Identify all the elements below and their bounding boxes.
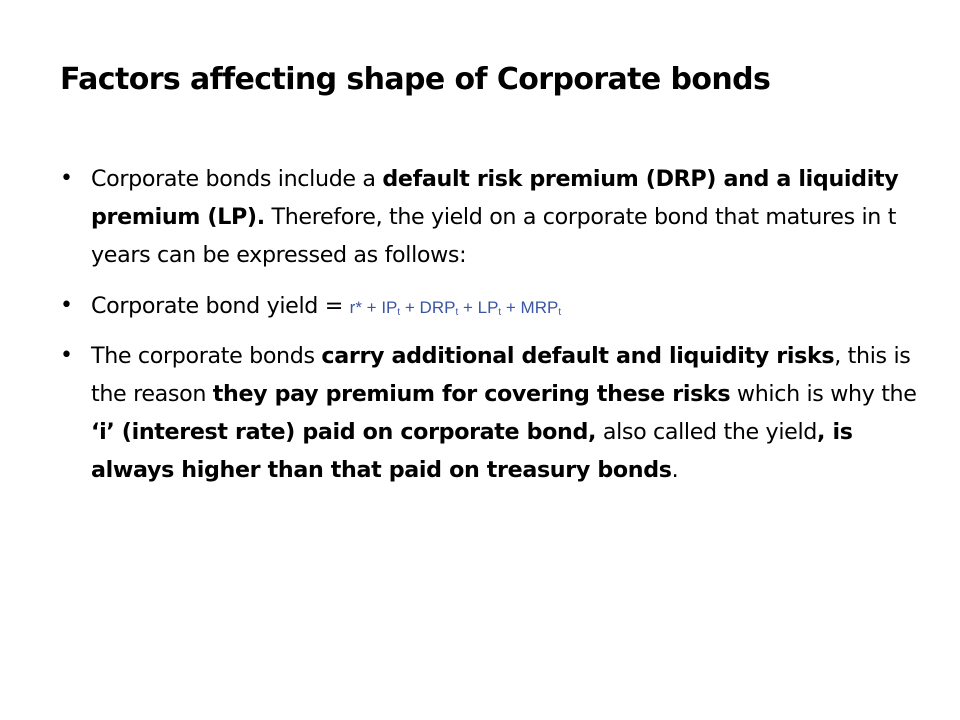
formula-term-r-ip: r* + IP (349, 298, 398, 317)
bullet-item-corporate-risks (60, 337, 920, 489)
formula-subscript: t (455, 307, 459, 318)
formula-label: Corporate bond yield = (91, 293, 350, 319)
formula-term-mrp: + MRP (501, 298, 559, 317)
formula-subscript: t (558, 307, 562, 318)
text-segment: Therefore, the yield on a corporate bond that matures in t years can be expressed as follows: (91, 204, 897, 268)
bullet-icon: • (60, 166, 73, 191)
text-segment-bold: , is always higher than that paid on treasury bonds (91, 419, 853, 483)
yield-formula (350, 298, 561, 317)
text-segment: . (671, 457, 679, 483)
text-segment: Corporate bonds include a (91, 166, 383, 192)
text-segment: which is why the (730, 381, 917, 407)
text-segment: The corporate bonds (91, 343, 322, 369)
bullet-list (60, 160, 920, 489)
formula-subscript: t (397, 307, 401, 318)
bullet-item-formula (60, 287, 920, 332)
slide-title: Factors affecting shape of Corporate bonds (60, 62, 771, 97)
formula-term-drp: + DRP (400, 298, 456, 317)
bullet-icon: • (60, 293, 73, 318)
text-segment: , this is the reason (91, 343, 911, 407)
formula-term-lp: + LP (458, 298, 499, 317)
text-segment-bold: ‘i’ (interest rate) paid on corporate bond, (91, 419, 597, 445)
text-segment-bold: carry additional default and liquidity risks (321, 343, 835, 369)
text-segment-bold: they pay premium for covering these risks (212, 381, 731, 407)
bullet-item-drp-lp (60, 160, 920, 274)
text-segment: also called the yield (596, 419, 817, 445)
text-segment-bold: default risk premium (DRP) and a liquidity premium (LP). (91, 166, 899, 230)
bullet-icon: • (60, 343, 73, 368)
formula-subscript: t (498, 307, 502, 318)
